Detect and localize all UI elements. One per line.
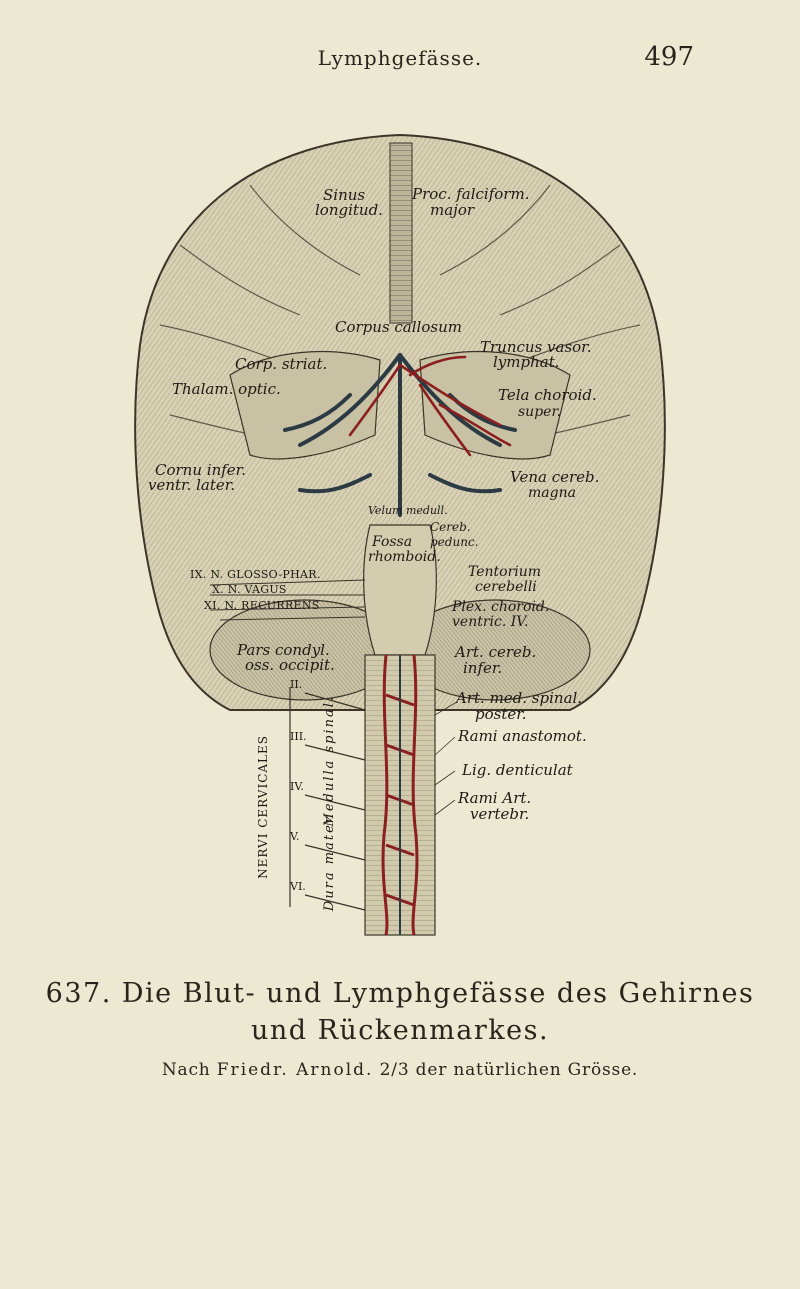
caption-line-3 [0, 1060, 800, 1080]
label-ventric-iv: ventric. IV. [452, 614, 529, 630]
label-art-med-spinal: Art. med. spinal. [456, 689, 583, 707]
label-cereb: Cereb. [430, 520, 471, 534]
figure-caption [0, 978, 800, 1080]
caption-author: Friedr. Arnold. [216, 1060, 374, 1080]
label-major: major [430, 201, 475, 219]
label-roman-iv: IV. [290, 780, 304, 793]
label-roman-vi: VI. [290, 880, 306, 893]
caption-line-2: und Rückenmarkes. [250, 1015, 550, 1046]
label-tentorium: Tentorium [468, 564, 542, 580]
label-tela-choroid: Tela choroid. [498, 386, 597, 404]
label-dura-mater: Dura mater [322, 815, 337, 912]
label-pars-condyl: Pars condyl. [237, 641, 330, 659]
label-magna: magna [528, 485, 576, 501]
label-corp-striat: Corp. striat. [235, 355, 328, 373]
label-cornu: Cornu infer. [155, 461, 246, 479]
caption-prefix: Nach [161, 1060, 211, 1080]
caption-fraction: 2/3 [379, 1060, 410, 1080]
label-infer: infer. [463, 659, 503, 677]
label-roman-iii: III. [290, 730, 307, 743]
label-medulla-spinal: Medulla spinal. [322, 695, 337, 827]
label-truncus: Truncus vasor. [480, 338, 592, 356]
label-pedunc: pedunc. [430, 535, 479, 549]
label-rami-anastomot: Rami anastomot. [458, 727, 587, 745]
label-nervi-cervicales: NERVI CERVICALES [256, 735, 270, 879]
running-header [0, 42, 800, 76]
label-poster: poster. [475, 705, 527, 723]
label-cerebelli: cerebelli [475, 579, 537, 595]
label-ix-n: IX. N. GLOSSO-PHAR. [190, 568, 321, 581]
running-title: Lymphgefässe. [317, 46, 483, 70]
label-proc-falciform: Proc. falciform. [412, 185, 530, 203]
label-rami-art: Rami Art. [458, 789, 532, 807]
label-longitud: longitud. [315, 201, 383, 219]
label-lig-denticulat: Lig. denticulat [462, 761, 573, 779]
page-number: 497 [644, 42, 694, 72]
label-art-cereb: Art. cereb. [455, 643, 537, 661]
label-plex-choroid: Plex. choroid. [452, 599, 550, 615]
anatomical-illustration [100, 95, 700, 945]
caption-title: Die Blut- und Lymphgefässe des Gehirnes [121, 978, 755, 1009]
label-vertebr: vertebr. [470, 805, 530, 823]
anatomical-plate [100, 95, 700, 945]
label-super: super. [518, 404, 562, 420]
label-roman-v: V. [290, 830, 300, 843]
label-rhomboid: rhomboid. [368, 549, 441, 565]
label-xi-n: XI. N. RECURRENS [204, 599, 320, 612]
caption-suffix: der natürlichen Grösse. [415, 1060, 639, 1080]
figure-number: 637. [45, 978, 112, 1009]
label-fossa: Fossa [372, 534, 413, 550]
label-oss-occipit: oss. occipit. [245, 656, 335, 674]
label-lymphat: lymphat. [493, 353, 560, 371]
label-ventr-later: ventr. later. [148, 476, 236, 494]
label-x-n: X. N. VAGUS [212, 583, 287, 596]
label-sinus: Sinus [323, 186, 366, 204]
label-corpus-callosum: Corpus callosum [335, 318, 462, 336]
label-roman-ii: II. [290, 678, 303, 691]
label-vena-cereb: Vena cereb. [510, 468, 600, 486]
label-thalam-optic: Thalam. optic. [172, 380, 281, 398]
caption-line-1 [0, 978, 800, 1009]
label-velum-medull: Velum medull. [368, 504, 448, 517]
